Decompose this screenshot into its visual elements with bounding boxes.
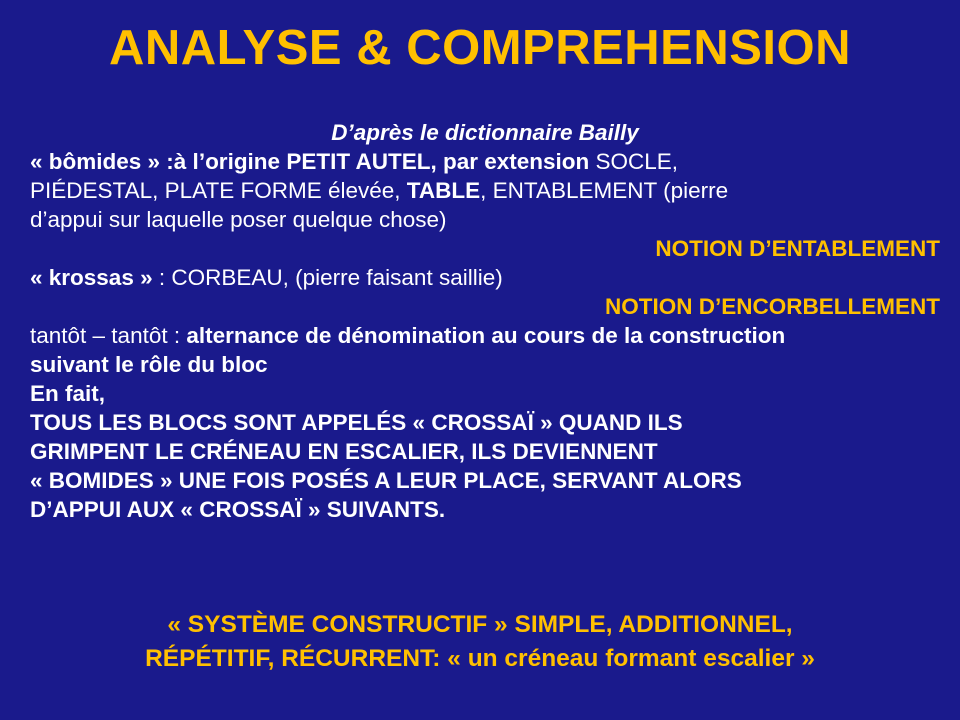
notion-encorbellement: NOTION D’ENCORBELLEMENT bbox=[605, 294, 940, 319]
source-note: D’après le dictionnaire Bailly bbox=[331, 120, 639, 145]
bomides-definition-bold: à l’origine PETIT AUTEL, par extension bbox=[173, 149, 590, 174]
alternance-line2: suivant le rôle du bloc bbox=[30, 352, 268, 377]
entry-bomides-line3: d’appui sur laquelle poser quelque chose) bbox=[30, 207, 447, 232]
term-krossas: « krossas » bbox=[30, 265, 153, 290]
notion-entablement: NOTION D’ENTABLEMENT bbox=[655, 236, 940, 261]
bomides-line2-table: TABLE bbox=[406, 178, 481, 203]
entry-krossas-line1 bbox=[30, 263, 940, 292]
conclusion-line-1: TOUS LES BLOCS SONT APPELÉS « CROSSAÏ » QUAND ILS bbox=[30, 410, 683, 435]
entry-bomides-line1 bbox=[30, 147, 940, 176]
term-bomides: « bômides » : bbox=[30, 149, 174, 174]
alternance-bold-1: alternance de dénomination au cours de la construction bbox=[180, 323, 786, 348]
footer-line-1: RÉPÉTITIF, RÉCURRENT: « un créneau formant escalier » bbox=[145, 645, 815, 672]
krossas-definition: : CORBEAU, (pierre faisant saillie) bbox=[152, 265, 503, 290]
conclusion-line-4: D’APPUI AUX « CROSSAÏ » SUIVANTS. bbox=[30, 497, 446, 522]
alternance-line1 bbox=[30, 321, 940, 350]
slide-footer bbox=[0, 608, 960, 676]
slide-body bbox=[30, 118, 940, 524]
alternance-lead: tantôt – tantôt : bbox=[30, 323, 181, 348]
entry-bomides-line2 bbox=[30, 176, 940, 205]
bomides-definition-rest: SOCLE, bbox=[589, 149, 679, 174]
bomides-line2-a: PIÉDESTAL, PLATE FORME élevée, bbox=[30, 178, 407, 203]
footer-line-0: « SYSTÈME CONSTRUCTIF » SIMPLE, ADDITIONNEL, bbox=[167, 611, 793, 638]
conclusion-line-3: « BOMIDES » UNE FOIS POSÉS A LEUR PLACE, SERVANT ALORS bbox=[30, 468, 742, 493]
page-title: ANALYSE & COMPREHENSION bbox=[108, 21, 852, 75]
conclusion-line-0: En fait, bbox=[30, 381, 106, 406]
bomides-line2-c: , ENTABLEMENT (pierre bbox=[480, 178, 729, 203]
conclusion-line-2: GRIMPENT LE CRÉNEAU EN ESCALIER, ILS DEVIENNENT bbox=[30, 439, 658, 464]
